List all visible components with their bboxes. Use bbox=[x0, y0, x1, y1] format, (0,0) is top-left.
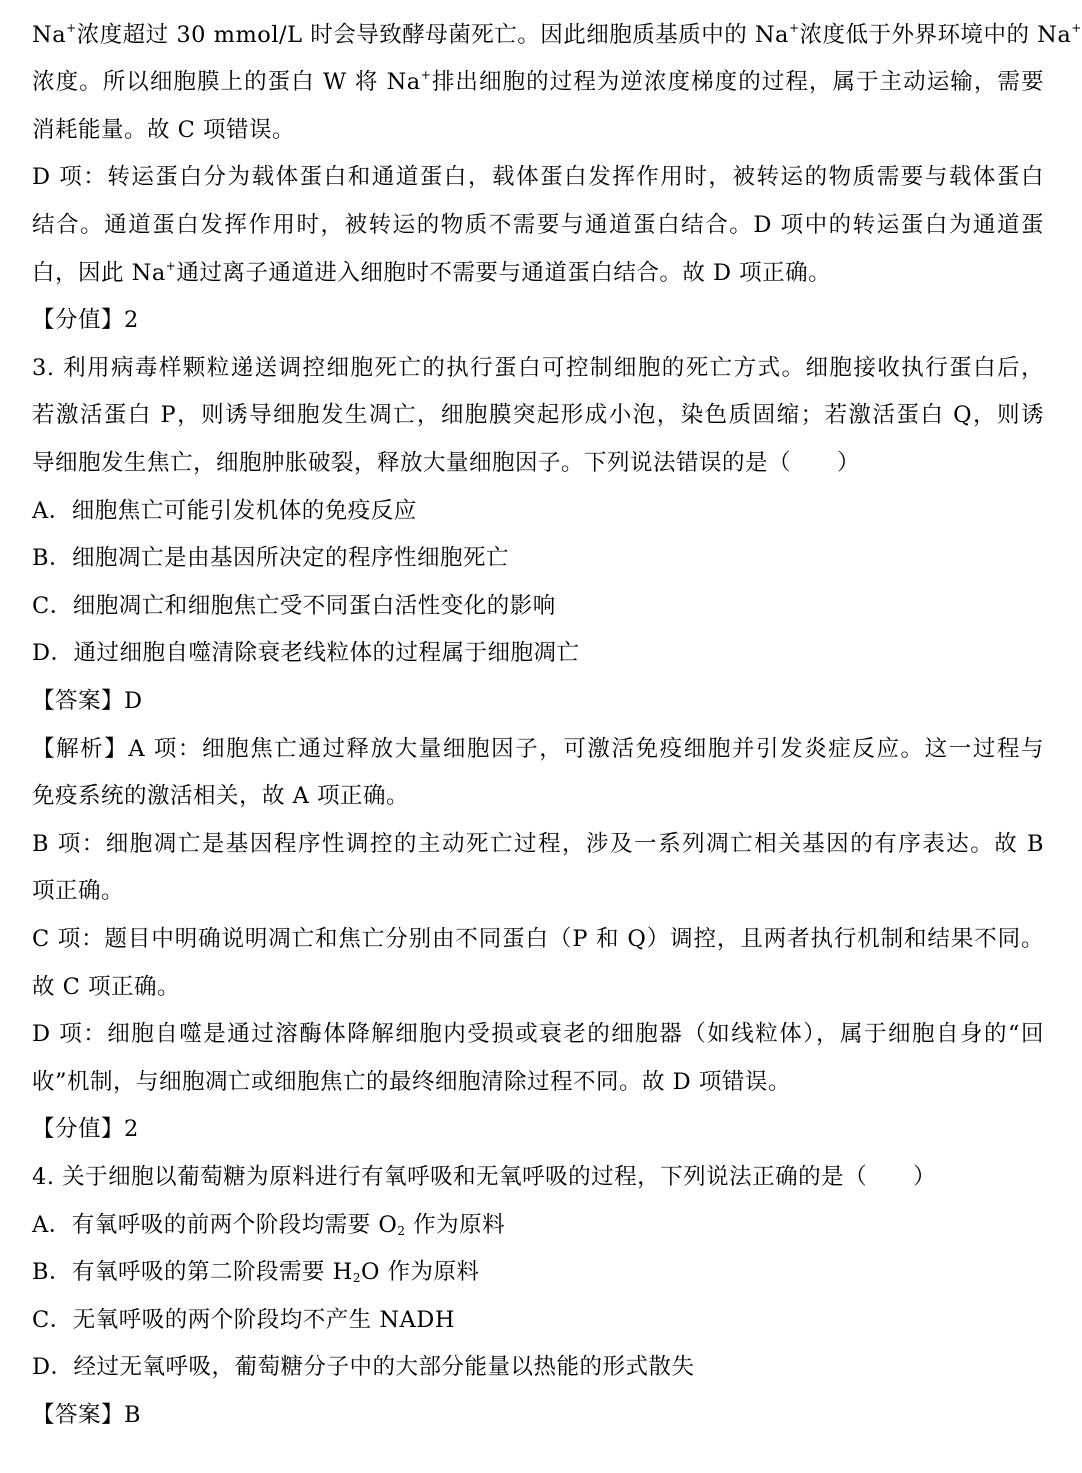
q4-option-b bbox=[32, 1257, 480, 1287]
text-seg: 作为原料 bbox=[405, 1212, 506, 1238]
question-4-stem: 4. 关于细胞以葡萄糖为原料进行有氧呼吸和无氧呼吸的过程，下列说法正确的是（ ） bbox=[32, 1164, 937, 1190]
analysis-line-4: 项正确。 bbox=[32, 878, 125, 904]
answer-label: 【答案】D bbox=[32, 688, 143, 714]
line-content: 【解析】A 项：细胞焦亡通过释放大量细胞因子，可激活免疫细胞并引发炎症反应。这一过程与 bbox=[32, 736, 1044, 762]
subscript: 2 bbox=[397, 1224, 406, 1238]
text-seg: 浓度低于外界环境中的 Na bbox=[799, 22, 1072, 48]
text-line-1 bbox=[32, 20, 1082, 50]
text-seg: A．有氧呼吸的前两个阶段均需要 O bbox=[32, 1212, 398, 1238]
answer-label-2: 【答案】B bbox=[32, 1402, 142, 1428]
superscript: + bbox=[1071, 21, 1082, 35]
option-d: D．通过细胞自噬清除衰老线粒体的过程属于细胞凋亡 bbox=[32, 640, 580, 666]
text-seg: 排出细胞的过程为逆浓度梯度的过程，属于主动运输，需要 bbox=[431, 69, 1044, 95]
analysis-line-3 bbox=[32, 829, 1044, 859]
text-seg: 浓度超过 30 mmol/L 时会导致酵母菌死亡。因此细胞质基质中的 Na bbox=[76, 22, 789, 48]
line-content bbox=[32, 20, 1082, 50]
line-content: 结合。通道蛋白发挥作用时，被转运的物质不需要与通道蛋白结合。D 项中的转运蛋白为通道蛋 bbox=[32, 212, 1044, 238]
analysis-line-6: 故 C 项正确。 bbox=[32, 974, 181, 1000]
text-seg: O 作为原料 bbox=[360, 1259, 480, 1285]
text-seg: Na bbox=[32, 22, 67, 48]
line-content: D 项：转运蛋白分为载体蛋白和通道蛋白，载体蛋白发挥作用时，被转运的物质需要与载体蛋白 bbox=[32, 164, 1044, 190]
q4-option-d: D．经过无氧呼吸，葡萄糖分子中的大部分能量以热能的形式散失 bbox=[32, 1354, 695, 1380]
superscript: + bbox=[66, 21, 77, 35]
text-line-3: 消耗能量。故 C 项错误。 bbox=[32, 117, 296, 143]
question-3-stem-line-3: 导细胞发生焦亡，细胞肿胀破裂，释放大量细胞因子。下列说法错误的是（ ） bbox=[32, 450, 861, 476]
line-content: 3. 利用病毒样颗粒递送调控细胞死亡的执行蛋白可控制细胞的死亡方式。细胞接收执行蛋白后， bbox=[32, 355, 1044, 381]
option-b: B．细胞凋亡是由基因所决定的程序性细胞死亡 bbox=[32, 545, 510, 571]
analysis-line-8: 收”机制，与细胞凋亡或细胞焦亡的最终细胞清除过程不同。故 D 项错误。 bbox=[32, 1069, 791, 1095]
line-content bbox=[32, 67, 1044, 97]
analysis-line-7 bbox=[32, 1019, 1044, 1049]
q4-option-c: C．无氧呼吸的两个阶段均不产生 NADH bbox=[32, 1307, 455, 1333]
subscript: 2 bbox=[352, 1271, 361, 1285]
text-seg: 浓度。所以细胞膜上的蛋白 W 将 Na bbox=[32, 69, 421, 95]
superscript: + bbox=[165, 259, 177, 273]
line-content: C 项：题目中明确说明凋亡和焦亡分别由不同蛋白（P 和 Q）调控，且两者执行机制和结果不同。 bbox=[32, 926, 1044, 952]
line-content: D 项：细胞自噬是通过溶酶体降解细胞内受损或衰老的细胞器（如线粒体），属于细胞自身的“回 bbox=[32, 1021, 1044, 1047]
analysis-line-1 bbox=[32, 734, 1044, 764]
text-line-5 bbox=[32, 210, 1044, 240]
line-content: B 项：细胞凋亡是基因程序性调控的主动死亡过程，涉及一系列凋亡相关基因的有序表达。故 B bbox=[32, 831, 1044, 857]
question-3-stem-line-2 bbox=[32, 400, 1044, 430]
superscript: + bbox=[788, 21, 800, 35]
superscript: + bbox=[420, 68, 432, 82]
q4-option-a bbox=[32, 1210, 505, 1240]
option-c: C．细胞凋亡和细胞焦亡受不同蛋白活性变化的影响 bbox=[32, 593, 556, 619]
analysis-line-5 bbox=[32, 924, 1044, 954]
score-label-2: 【分值】2 bbox=[32, 1116, 139, 1142]
analysis-line-2: 免疫系统的激活相关，故 A 项正确。 bbox=[32, 783, 410, 809]
text-seg: B．有氧呼吸的第二阶段需要 H bbox=[32, 1259, 353, 1285]
text-line-2 bbox=[32, 67, 1044, 97]
line-content: 若激活蛋白 P，则诱导细胞发生凋亡，细胞膜突起形成小泡，染色质固缩；若激活蛋白 Q，则诱 bbox=[32, 402, 1044, 428]
question-3-stem-line-1 bbox=[32, 353, 1044, 383]
text-seg: 通过离子通道进入细胞时不需要与通道蛋白结合。故 D 项正确。 bbox=[176, 260, 832, 286]
text-line-6 bbox=[32, 258, 831, 288]
option-a: A．细胞焦亡可能引发机体的免疫反应 bbox=[32, 498, 417, 524]
score-label: 【分值】2 bbox=[32, 307, 139, 333]
text-line-4 bbox=[32, 162, 1044, 192]
text-seg: 白，因此 Na bbox=[32, 260, 166, 286]
